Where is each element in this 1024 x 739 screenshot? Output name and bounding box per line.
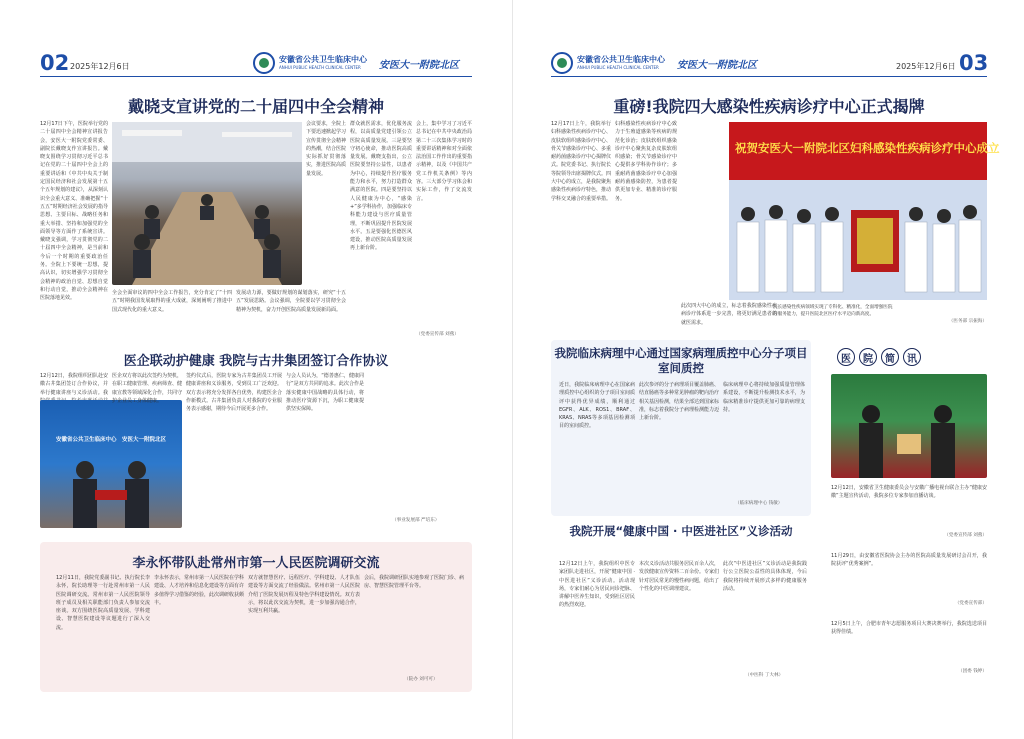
hospital-logo-icon: [551, 52, 573, 74]
article-title: 戴晓支宣讲党的二十届四中全会精神: [127, 97, 384, 116]
photo-caption: 院长感染性疾病领域实现了专科化、精准化，全面增强医院的服务能力，提升医院北区医疗水平迈向新高度。: [773, 305, 893, 317]
signing-photo: [40, 400, 182, 528]
article-body-col: 签约仪式后，医院专家为古井集团员工开展健康讲座和义诊服务，受到员工广泛欢迎。双方表示将充分发挥各自优势，构建医企合作新模式。古井集团负责人对我院的专业服务表示感谢，期待今后开展更多合作。: [186, 373, 282, 413]
article-body-col: 此次“中医进社区”义诊活动是我院践行公立医院公益性的具体体现，今后我院将持续开展形式多样的健康服务活动。: [723, 561, 807, 592]
article-signature: （院办 刘可可）: [404, 677, 438, 682]
news-badge: [837, 348, 921, 366]
brand-name: 安徽省公共卫生临床中心: [279, 55, 367, 64]
article-body-col: 本次义诊活动共服务居民百余人次，发放健康宣传资料二百余份。专家们针对居民常见的慢性病问题，给出了个性化的中医调理建议。: [639, 561, 720, 592]
badge-char: 讯: [903, 348, 921, 366]
article-body-col: 群众就医需求，优化服务流程，以高质量党建引领公立医院高质量发展。三是要坚守初心使命，推动医院高质量发展。戴晓支指出，公立医院要坚持公益性，以患者为中心，持续提升医疗服务能力和水平，努力打造群众满意的医院。四是要坚持以人民健康为中心，“感染+”多学科协作，加强临床专科能力建设与医疗质量管理，不断巩固提升医院发展水平。五是要强化医德医风建设，推动医院高质量发展再上新台阶。: [350, 121, 412, 252]
news-item: 12月12日，安徽省卫生健康委员会与安徽广播电视台联合主办“健康安徽”主题宣传活动，我院多位专家参加直播访谈。: [831, 485, 987, 500]
masthead-brand: [253, 52, 459, 74]
article-body-col: 12月12日，我院组织团队赴安徽古井集团签订合作协议，并举行健康讲座与义诊活动。我: [40, 373, 108, 396]
article-title: 我院临床病理中心通过国家病理质控中心分子项目室间质控: [554, 346, 808, 375]
article-title: 医企联动护健康 我院与古井集团签订合作协议: [123, 354, 389, 369]
news-item: 12月5日上午，合肥市青年志愿服务项目大赛决赛举行，我院选送项目获得佳绩。: [831, 621, 987, 636]
article-body-col: [681, 120, 725, 300]
news-item: 11月29日，由安徽省医院协会主办的医院高质量发展研讨会召开，我院获评“优秀案例”。: [831, 553, 987, 568]
right-page: [512, 0, 1024, 739]
article-body-col: 李永怀表示，常州市第一人民医院在学科建设、人才培养和信息化建设等方面有许多值得学习借鉴的经验，此次调研收获颇丰。: [154, 575, 245, 606]
article-body-col: 妇科感染性疾病诊疗中心致力于生殖道感染等疾病的规范化诊治；皮肤软组织感染诊疗中心聚焦复杂皮肤软组织感染；骨关节感染诊疗中心提供多学科协作诊疗；多重耐药菌感染诊疗中心加强耐药菌感染防控，为患者提供更加专业、精准的诊疗服务。: [615, 121, 677, 202]
unveiling-photo: [729, 122, 1000, 300]
article-title: 李永怀带队赴常州市第一人民医院调研交流: [132, 556, 380, 571]
article-body-col: 会议要求，全院上下要迅速掀起学习宣传贯彻全会精神的热潮，结合医院实际抓好贯彻落实，推进医院高质量发展。: [306, 121, 347, 177]
article-body-col: 12月17日下午，医院举行党的二十届四中全会精神宣讲报告会，安医大一附院党委常委、副院长戴晓支作宣讲报告。戴晓支围绕学习贯彻习近平总书记在党的二十届四中全会上的重要讲话和《中共中央关于制定国民经济和社会发展第十五个五年规划的建议》，从深刻认识全会重大意义、准确把握“十五五”时期经济社会发展的指导思想、主要目标、战略任务和重大举措、坚持和加强党的全面领导等方面作了系统宣讲。戴晓支强调，学习贯彻党的二十届四中全会精神，是当前和今后一个时期的重要政治任务。全院上下要统一思想，提高认识，切实增强学习贯彻全会精神的政治自觉、思想自觉和行动自觉，推动全会精神在医院落地见效。: [40, 121, 108, 302]
article-signature: （事业发展部 严培东）: [392, 518, 440, 523]
page-number: 02: [40, 51, 70, 75]
masthead-brand: [551, 52, 757, 74]
article-body-col: 双方就智慧医疗、远程医疗、学科建设、人才队伍建设等方面交流了经验做法。常州市第一人民医院介绍了医院发展历程及特色学科建设情况。双方表示，将以此次交流为契机，进一步加强沟通合作，实现互利共赢。: [248, 575, 360, 615]
issue-date: 2025年12月6日: [70, 62, 130, 71]
article-signature: （中医科 丁大林）: [745, 673, 784, 678]
article-body-col: 12月12日上午，我院组织中医专家团队走进社区，开展“健康中国 · 中医进社区”义诊活动。活动现场，专家们耐心为居民问诊把脉、讲解中医养生知识，受到社区居民的热烈欢迎。: [559, 561, 635, 609]
article-body-col: 医企双方将以此次签约为契机，在职工健康管理、疾病筛查、健康宣教等领域深化合作，共同守护企业员工身体健康。: [112, 373, 183, 404]
article-body-col: 临床病理中心将持续加强质量管理体系建设，不断提升检测技术水平，为临床精准诊疗提供更加可靠的病理支持。: [723, 382, 805, 413]
brand-name-en: ANHUI PUBLIC HEALTH CLINICAL CENTER: [577, 65, 659, 70]
masthead-motto: 安医大一附院北区: [379, 59, 459, 71]
meeting-photo: [112, 122, 302, 285]
hospital-logo-icon: [253, 52, 275, 74]
article-title: 重磅!我院四大感染性疾病诊疗中心正式揭牌: [613, 97, 925, 116]
badge-char: 简: [881, 348, 899, 366]
article-body-col: 此次四大中心的成立，标志着我院感染性疾病诊疗体系进一步完善，将更好满足患者的就医需求。: [681, 303, 777, 326]
photo-banner-text: 安徽省公共卫生临床中心 安医大一附院北区: [55, 437, 166, 443]
article-body-col: [368, 372, 472, 512]
article-signature: （党委宣传部 刘燕）: [416, 332, 459, 337]
article-body-col: 会上，集中学习了习近平总书记在中共中央政治局第二十三次集体学习时的重要讲话精神和对全面依法治国工作作出的重要指示精神，以及《中国共产党工作机关条例》等内容。三大部分学习体会和实际工作，作了交流发言。: [416, 121, 472, 202]
page-number: 03: [959, 51, 989, 75]
article-body-col: [40, 284, 108, 340]
article-body-col: 12月17日上午，我院举行妇科感染性疾病诊疗中心、皮肤软组织感染诊疗中心、骨关节感染诊疗中心、多重耐药菌感染诊疗中心揭牌仪式。院党委书记、执行院长等院领导出席揭牌仪式。四大中心的成立，是我院聚焦感染性疾病诊疗特色，推动学科交叉融合的重要举措。: [551, 121, 612, 202]
article-signature: （临床病理中心 钱敏）: [735, 501, 783, 506]
article-signature: （医务部 宗振海）: [948, 319, 987, 324]
brand-name: 安徽省公共卫生临床中心: [577, 55, 665, 64]
brand-name-en: ANHUI PUBLIC HEALTH CLINICAL CENTER: [279, 65, 361, 70]
article-body-col: 会后，我院调研团队实地参观了医院门诊、病房、智慧医院管理平台等。: [364, 575, 465, 590]
masthead-motto: 安医大一附院北区: [677, 59, 757, 71]
header-rule: [40, 76, 472, 77]
banner-text: 祝贺安医大一附院北区妇科感染性疾病诊疗中心成立: [735, 141, 1000, 155]
article-body-col: 发展动力源，要做好规划的谋划落实，研究“十五五”发展思路。会议强调，全院要以学习贯彻全会精神为契机，奋力开创医院高质量发展新局面。: [236, 290, 346, 313]
article-body-col: 与会人员认为，“德善惠仁，健康同行”是双方共同的追求。此次合作是落实健康中国战略的具体行动，将推动医疗资源下沉，为职工健康提供坚实保障。: [286, 373, 364, 413]
article-body-col: 12月11日，我院党委副书记、执行院长李永怀，院长助理等一行赴常州市第一人民医院调研交流。常州市第一人民医院领导班子成员及相关职能部门负责人参加交流座谈。双方围绕医院高质量发展、学科建设、智慧医院建设等议题进行了深入交流。: [56, 575, 150, 631]
badge-char: 医: [837, 348, 855, 366]
header-rule: [551, 76, 987, 77]
news-signature: （党委宣传部）: [954, 601, 987, 606]
article-body-col: 此次参评的分子病理项目覆盖肺癌、结直肠癌等多种常见肿瘤的靶向治疗相关基因检测，结果全部达到国家标准，标志着我院分子病理检测能力迈上新台阶。: [639, 382, 720, 422]
badge-char: 院: [859, 348, 877, 366]
news-signature: （团委 钱婷）: [957, 669, 987, 674]
news-photo: [831, 374, 987, 478]
article-title: 我院开展“健康中国 · 中医进社区”义诊活动: [569, 524, 793, 538]
news-signature: （党委宣传部 刘燕）: [944, 533, 987, 538]
article-body-col: 近日，我院临床病理中心在国家病理质控中心组织的分子项目室间质评中获得优异成绩，顺利通过EGFR、ALK、ROS1、BRAF、KRAS、NRAS等多项基因检测项目的室间质控。: [559, 382, 635, 430]
issue-date: 2025年12月6日: [896, 62, 956, 71]
article-body-col: 全会全面审议的四中全会工作报告，充分肯定了“十四五”时期我国发展取得的重大成就，深刻阐明了推进中国式现代化的重大意义。: [112, 290, 232, 313]
